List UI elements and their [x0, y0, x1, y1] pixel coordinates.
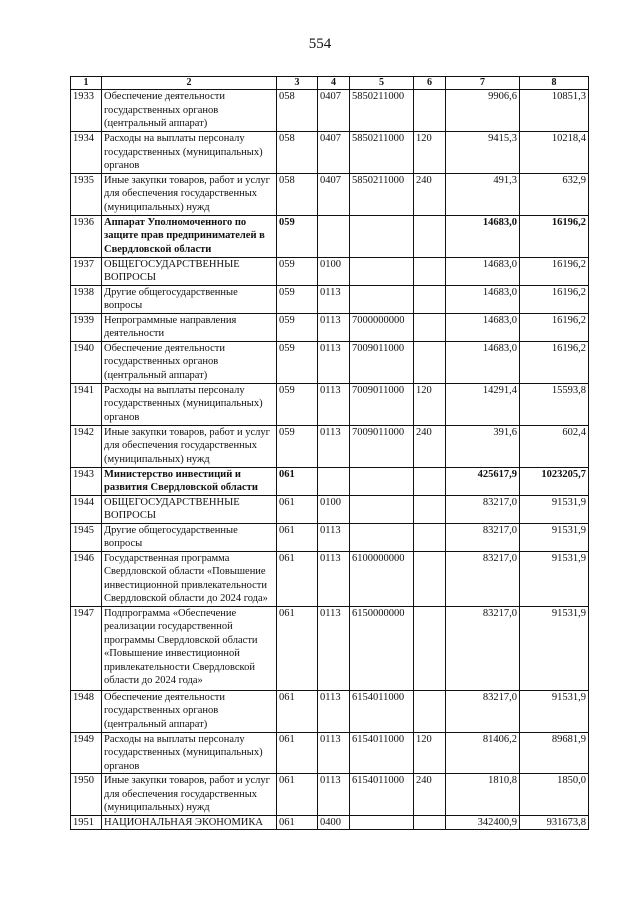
- amount-year2-cell: 91531,9: [520, 495, 589, 523]
- expense-type-cell: 120: [414, 732, 446, 774]
- section-code-cell: 0113: [318, 341, 350, 383]
- column-header: 4: [318, 77, 350, 90]
- expense-name-cell: Обеспечение деятельности государственных органов (центральный аппарат): [102, 341, 277, 383]
- grbs-code-cell: 059: [277, 313, 318, 341]
- grbs-code-cell: 059: [277, 425, 318, 467]
- grbs-code-cell: 058: [277, 90, 318, 132]
- target-article-cell: 6154011000: [350, 732, 414, 774]
- amount-year1-cell: 14683,0: [446, 257, 520, 285]
- amount-year2-cell: 1850,0: [520, 774, 589, 816]
- amount-year2-cell: 16196,2: [520, 313, 589, 341]
- grbs-code-cell: 059: [277, 215, 318, 257]
- column-header: 7: [446, 77, 520, 90]
- table-row: [71, 132, 589, 174]
- expense-type-cell: [414, 90, 446, 132]
- target-article-cell: [350, 215, 414, 257]
- table-row: [71, 690, 589, 732]
- expense-type-cell: [414, 467, 446, 495]
- section-code-cell: 0407: [318, 173, 350, 215]
- expense-type-cell: 120: [414, 132, 446, 174]
- expense-name-cell: НАЦИОНАЛЬНАЯ ЭКОНОМИКА: [102, 815, 277, 830]
- grbs-code-cell: 058: [277, 132, 318, 174]
- amount-year2-cell: 10851,3: [520, 90, 589, 132]
- grbs-code-cell: 059: [277, 285, 318, 313]
- amount-year1-cell: 14683,0: [446, 215, 520, 257]
- target-article-cell: 7000000000: [350, 313, 414, 341]
- amount-year1-cell: 342400,9: [446, 815, 520, 830]
- amount-year2-cell: 10218,4: [520, 132, 589, 174]
- expense-name-cell: Непрограммные направления деятельности: [102, 313, 277, 341]
- expense-type-cell: 240: [414, 425, 446, 467]
- amount-year2-cell: 931673,8: [520, 815, 589, 830]
- section-code-cell: 0113: [318, 383, 350, 425]
- expense-type-cell: 240: [414, 774, 446, 816]
- expense-name-cell: Обеспечение деятельности государственных органов (центральный аппарат): [102, 690, 277, 732]
- amount-year1-cell: 425617,9: [446, 467, 520, 495]
- section-code-cell: 0113: [318, 551, 350, 606]
- expense-type-cell: [414, 257, 446, 285]
- expense-type-cell: 120: [414, 383, 446, 425]
- column-header: 6: [414, 77, 446, 90]
- row-number-cell: 1950: [71, 774, 102, 816]
- section-code-cell: [318, 467, 350, 495]
- expense-type-cell: [414, 285, 446, 313]
- row-number-cell: 1944: [71, 495, 102, 523]
- section-code-cell: 0113: [318, 523, 350, 551]
- target-article-cell: 5850211000: [350, 90, 414, 132]
- row-number-cell: 1940: [71, 341, 102, 383]
- table-row: [71, 257, 589, 285]
- target-article-cell: [350, 495, 414, 523]
- grbs-code-cell: 059: [277, 383, 318, 425]
- expense-name-cell: Другие общегосударственные вопросы: [102, 285, 277, 313]
- target-article-cell: [350, 815, 414, 830]
- section-code-cell: 0113: [318, 425, 350, 467]
- target-article-cell: 6154011000: [350, 690, 414, 732]
- column-header: 1: [71, 77, 102, 90]
- expense-type-cell: [414, 495, 446, 523]
- expense-name-cell: ОБЩЕГОСУДАРСТВЕННЫЕ ВОПРОСЫ: [102, 495, 277, 523]
- amount-year2-cell: 632,9: [520, 173, 589, 215]
- row-number-cell: 1941: [71, 383, 102, 425]
- expense-name-cell: Министерство инвестиций и развития Свердловской области: [102, 467, 277, 495]
- target-article-cell: 6150000000: [350, 606, 414, 690]
- row-number-cell: 1938: [71, 285, 102, 313]
- amount-year1-cell: 83217,0: [446, 523, 520, 551]
- table-row: [71, 495, 589, 523]
- row-number-cell: 1946: [71, 551, 102, 606]
- expense-name-cell: Другие общегосударственные вопросы: [102, 523, 277, 551]
- target-article-cell: 7009011000: [350, 341, 414, 383]
- section-code-cell: 0407: [318, 90, 350, 132]
- expense-name-cell: Государственная программа Свердловской области «Повышение инвестиционной привлекательности Свердловской области до 2024 года»: [102, 551, 277, 606]
- section-code-cell: 0113: [318, 606, 350, 690]
- table-row: [71, 467, 589, 495]
- amount-year2-cell: 15593,8: [520, 383, 589, 425]
- expense-type-cell: [414, 215, 446, 257]
- expense-type-cell: [414, 341, 446, 383]
- expense-type-cell: [414, 690, 446, 732]
- grbs-code-cell: 061: [277, 551, 318, 606]
- expense-name-cell: Подпрограмма «Обеспечение реализации государственной программы Свердловской области «Повышение инвестиционной привлекательности Свердловской области до 2024 года»: [102, 606, 277, 690]
- budget-table: [70, 76, 589, 830]
- table-row: [71, 774, 589, 816]
- expense-name-cell: ОБЩЕГОСУДАРСТВЕННЫЕ ВОПРОСЫ: [102, 257, 277, 285]
- expense-name-cell: Аппарат Уполномоченного по защите прав предпринимателей в Свердловской области: [102, 215, 277, 257]
- amount-year1-cell: 14291,4: [446, 383, 520, 425]
- amount-year2-cell: 91531,9: [520, 606, 589, 690]
- grbs-code-cell: 061: [277, 774, 318, 816]
- section-code-cell: 0113: [318, 313, 350, 341]
- row-number-cell: 1948: [71, 690, 102, 732]
- amount-year2-cell: 16196,2: [520, 257, 589, 285]
- amount-year1-cell: 83217,0: [446, 606, 520, 690]
- table-row: [71, 90, 589, 132]
- table-header-row: [71, 77, 589, 90]
- amount-year2-cell: 91531,9: [520, 690, 589, 732]
- amount-year1-cell: 83217,0: [446, 495, 520, 523]
- expense-type-cell: 240: [414, 173, 446, 215]
- target-article-cell: 7009011000: [350, 383, 414, 425]
- row-number-cell: 1942: [71, 425, 102, 467]
- expense-type-cell: [414, 523, 446, 551]
- amount-year1-cell: 1810,8: [446, 774, 520, 816]
- grbs-code-cell: 058: [277, 173, 318, 215]
- expense-name-cell: Расходы на выплаты персоналу государственных (муниципальных) органов: [102, 132, 277, 174]
- target-article-cell: [350, 257, 414, 285]
- table-row: [71, 732, 589, 774]
- amount-year2-cell: 16196,2: [520, 285, 589, 313]
- target-article-cell: [350, 285, 414, 313]
- section-code-cell: 0400: [318, 815, 350, 830]
- grbs-code-cell: 061: [277, 690, 318, 732]
- table-row: [71, 551, 589, 606]
- table-row: [71, 425, 589, 467]
- expense-name-cell: Иные закупки товаров, работ и услуг для обеспечения государственных (муниципальных) нужд: [102, 425, 277, 467]
- expense-type-cell: [414, 313, 446, 341]
- target-article-cell: 5850211000: [350, 132, 414, 174]
- row-number-cell: 1949: [71, 732, 102, 774]
- amount-year2-cell: 89681,9: [520, 732, 589, 774]
- row-number-cell: 1936: [71, 215, 102, 257]
- row-number-cell: 1947: [71, 606, 102, 690]
- grbs-code-cell: 061: [277, 523, 318, 551]
- expense-name-cell: Иные закупки товаров, работ и услуг для обеспечения государственных (муниципальных) нужд: [102, 774, 277, 816]
- grbs-code-cell: 061: [277, 815, 318, 830]
- section-code-cell: 0113: [318, 774, 350, 816]
- amount-year1-cell: 9415,3: [446, 132, 520, 174]
- section-code-cell: 0113: [318, 690, 350, 732]
- target-article-cell: 7009011000: [350, 425, 414, 467]
- amount-year2-cell: 91531,9: [520, 523, 589, 551]
- section-code-cell: 0100: [318, 257, 350, 285]
- row-number-cell: 1935: [71, 173, 102, 215]
- expense-type-cell: [414, 606, 446, 690]
- row-number-cell: 1945: [71, 523, 102, 551]
- amount-year1-cell: 14683,0: [446, 285, 520, 313]
- expense-name-cell: Обеспечение деятельности государственных органов (центральный аппарат): [102, 90, 277, 132]
- page-number: 554: [308, 36, 332, 52]
- row-number-cell: 1933: [71, 90, 102, 132]
- section-code-cell: [318, 215, 350, 257]
- expense-name-cell: Расходы на выплаты персоналу государственных (муниципальных) органов: [102, 732, 277, 774]
- column-header: 8: [520, 77, 589, 90]
- section-code-cell: 0100: [318, 495, 350, 523]
- table-row: [71, 173, 589, 215]
- section-code-cell: 0407: [318, 132, 350, 174]
- amount-year2-cell: 16196,2: [520, 215, 589, 257]
- table-row: [71, 215, 589, 257]
- expense-name-cell: Иные закупки товаров, работ и услуг для обеспечения государственных (муниципальных) нужд: [102, 173, 277, 215]
- table-row: [71, 313, 589, 341]
- expense-type-cell: [414, 815, 446, 830]
- amount-year2-cell: 1023205,7: [520, 467, 589, 495]
- expense-type-cell: [414, 551, 446, 606]
- table-row: [71, 285, 589, 313]
- column-header: 3: [277, 77, 318, 90]
- column-header: 5: [350, 77, 414, 90]
- target-article-cell: [350, 467, 414, 495]
- target-article-cell: 6100000000: [350, 551, 414, 606]
- target-article-cell: [350, 523, 414, 551]
- section-code-cell: 0113: [318, 732, 350, 774]
- table-row: [71, 523, 589, 551]
- amount-year1-cell: 81406,2: [446, 732, 520, 774]
- target-article-cell: 5850211000: [350, 173, 414, 215]
- amount-year1-cell: 83217,0: [446, 551, 520, 606]
- amount-year1-cell: 83217,0: [446, 690, 520, 732]
- amount-year2-cell: 16196,2: [520, 341, 589, 383]
- amount-year1-cell: 9906,6: [446, 90, 520, 132]
- grbs-code-cell: 059: [277, 257, 318, 285]
- amount-year2-cell: 602,4: [520, 425, 589, 467]
- table-row: [71, 341, 589, 383]
- column-header: 2: [102, 77, 277, 90]
- amount-year1-cell: 491,3: [446, 173, 520, 215]
- grbs-code-cell: 061: [277, 606, 318, 690]
- row-number-cell: 1939: [71, 313, 102, 341]
- amount-year1-cell: 14683,0: [446, 313, 520, 341]
- row-number-cell: 1943: [71, 467, 102, 495]
- section-code-cell: 0113: [318, 285, 350, 313]
- amount-year1-cell: 14683,0: [446, 341, 520, 383]
- row-number-cell: 1937: [71, 257, 102, 285]
- amount-year2-cell: 91531,9: [520, 551, 589, 606]
- grbs-code-cell: 061: [277, 467, 318, 495]
- grbs-code-cell: 059: [277, 341, 318, 383]
- target-article-cell: 6154011000: [350, 774, 414, 816]
- table-row: [71, 606, 589, 690]
- table-row: [71, 815, 589, 830]
- row-number-cell: 1934: [71, 132, 102, 174]
- table-row: [71, 383, 589, 425]
- amount-year1-cell: 391,6: [446, 425, 520, 467]
- row-number-cell: 1951: [71, 815, 102, 830]
- grbs-code-cell: 061: [277, 495, 318, 523]
- grbs-code-cell: 061: [277, 732, 318, 774]
- expense-name-cell: Расходы на выплаты персоналу государственных (муниципальных) органов: [102, 383, 277, 425]
